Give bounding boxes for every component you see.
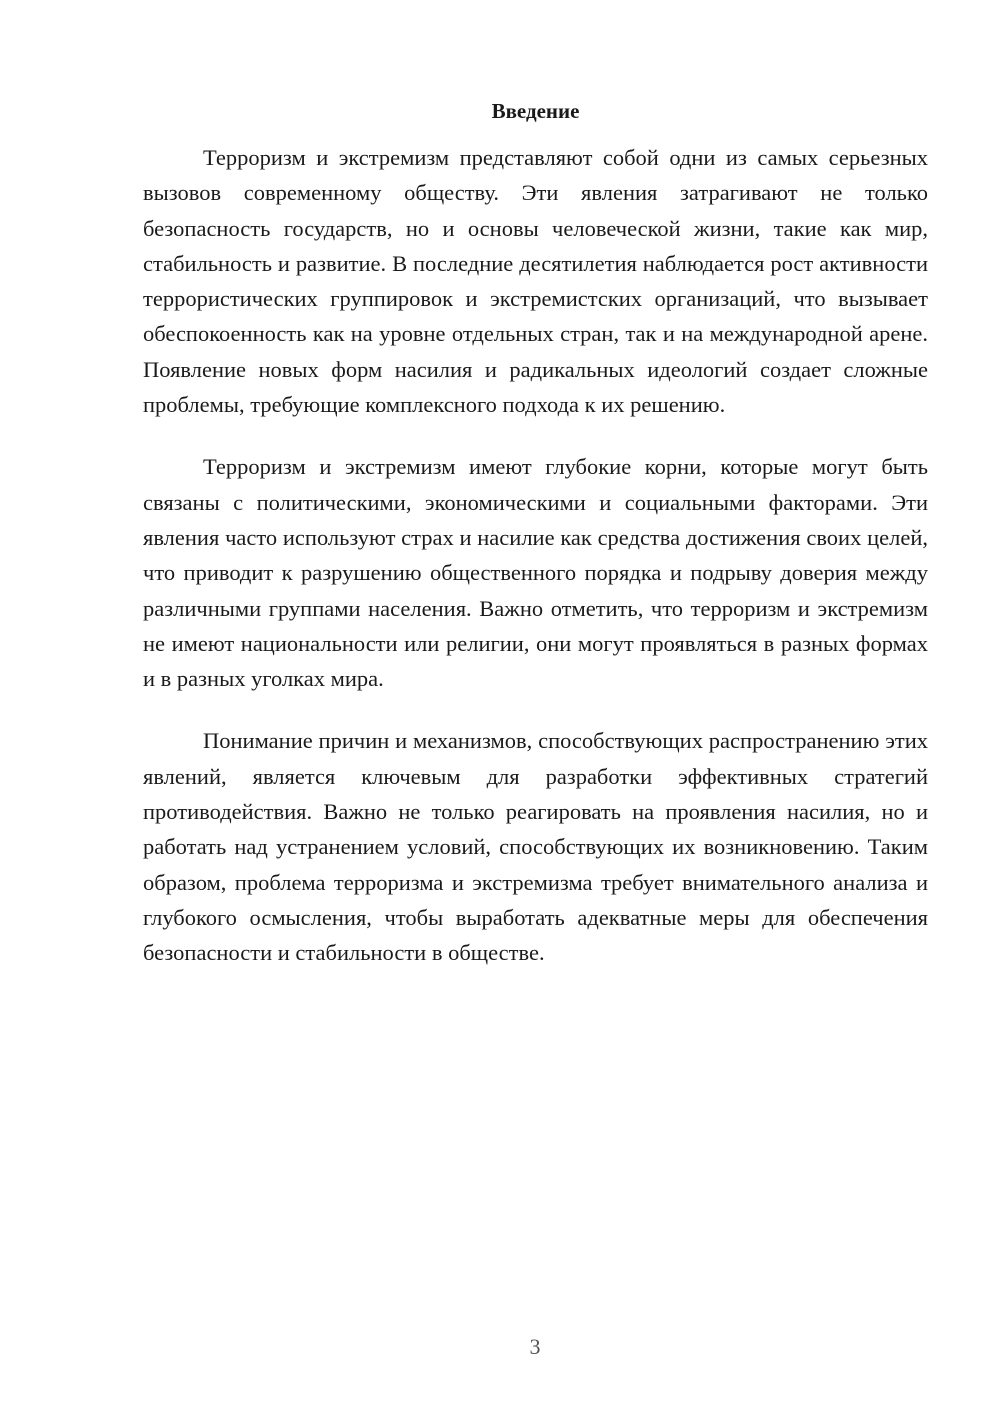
page-content (143, 94, 928, 998)
section-heading: Введение (491, 99, 580, 123)
paragraph-1: Терроризм и экстремизм представляют собой одни из самых серьезных вызовов современному обществу. Эти явления затрагивают не только безопасность государств, но и основы человеческой жизни, такие как мир, стабильность и развитие. В последние десятилетия наблюдается рост активности террористических группировок и экстремистских организаций, что вызывает обеспокоенность как на уровне отдельных стран, так и на международной арене. Появление новых форм насилия и радикальных идеологий создает сложные проблемы, требующие комплексного подхода к их решению. (143, 145, 928, 418)
paragraph-2: Терроризм и экстремизм имеют глубокие корни, которые могут быть связаны с политическими, экономическими и социальными факторами. Эти явления часто используют страх и насилие как средства достижения своих целей, что приводит к разрушению общественного порядка и подрыву доверия между различными группами населения. Важно отметить, что терроризм и экстремизм не имеют национальности или религии, они могут проявляться в разных формах и в разных уголках мира. (143, 454, 928, 692)
page-number: 3 (529, 1334, 541, 1359)
paragraph-3: Понимание причин и механизмов, способствующих распространению этих явлений, является ключевым для разработки эффективных стратегий противодействия. Важно не только реагировать на проявления насилия, но и работать над устранением условий, способствующих их возникновению. Таким образом, проблема терроризма и экстремизма требует внимательного анализа и глубокого осмысления, чтобы выработать адекватные меры для обеспечения безопасности и стабильности в обществе. (143, 728, 928, 966)
